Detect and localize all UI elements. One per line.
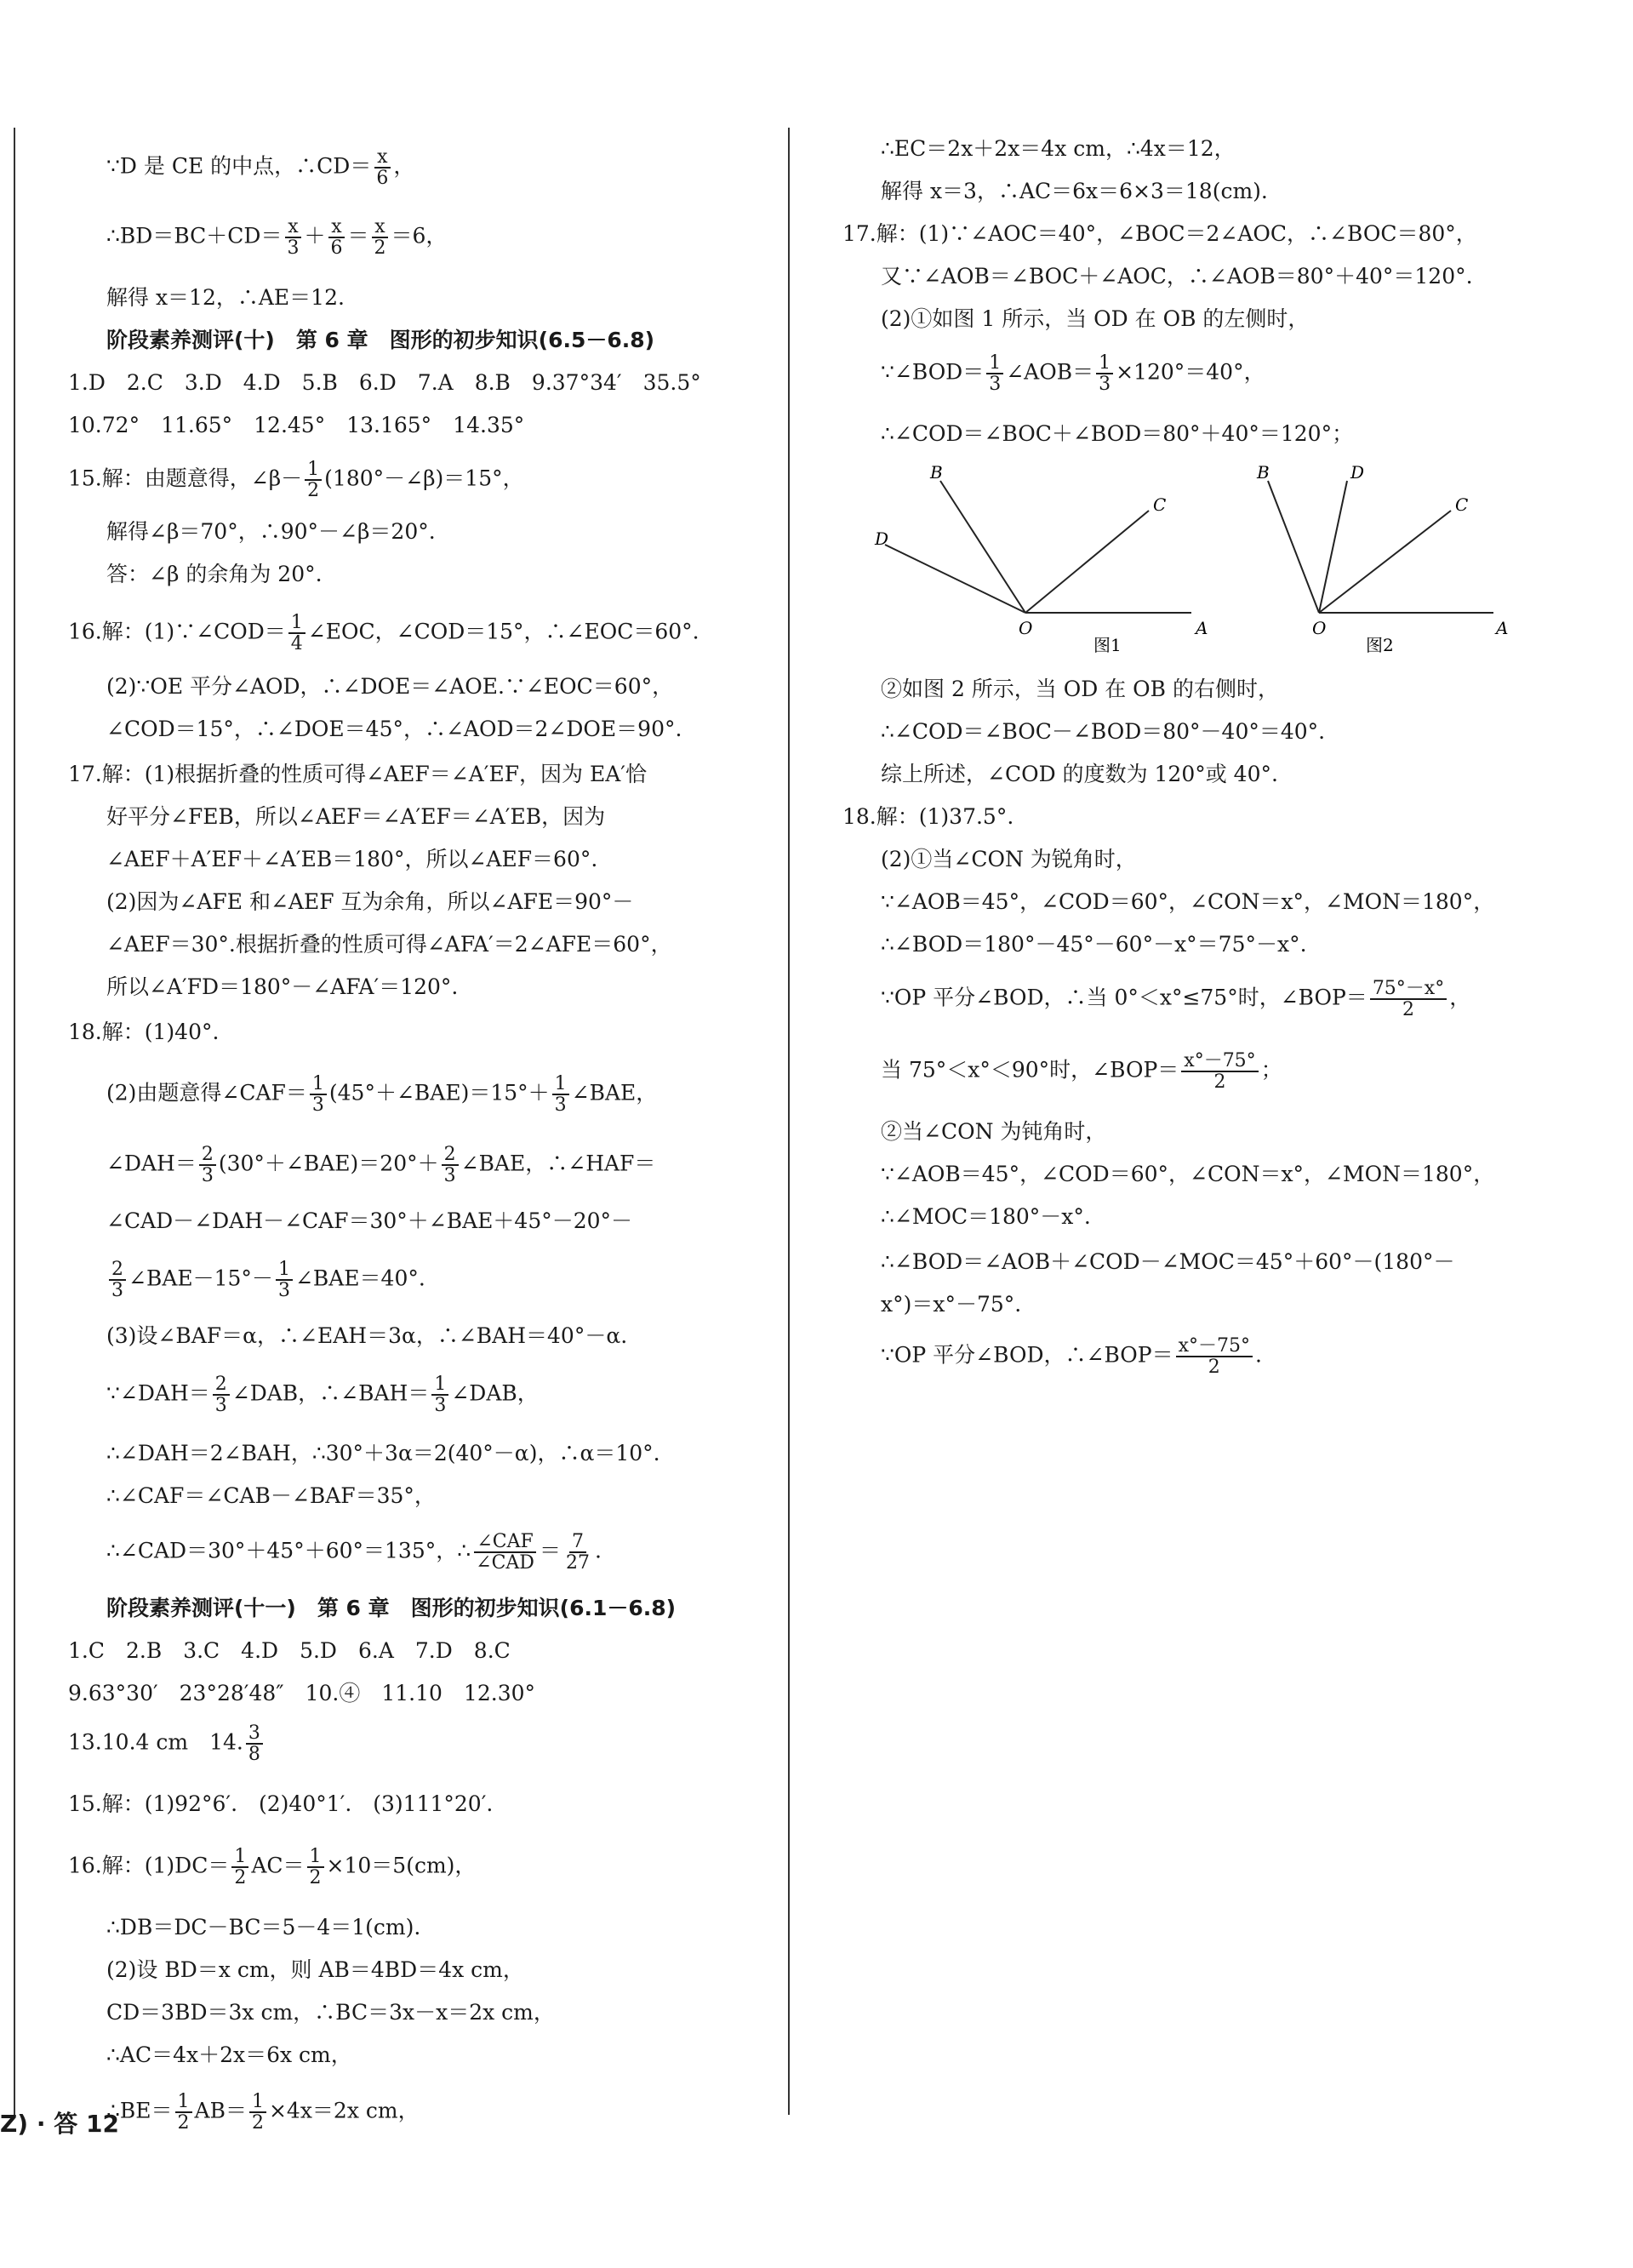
fraction: $\frac{x}{6}$ [374, 147, 391, 188]
section-heading: 阶段素养测评(十一) 第 6 章 图形的初步知识(6.1－6.8) [106, 1596, 677, 1620]
line: ∵OP 平分∠BOD，∴∠BOP＝ $\frac{x^\circ-75^\circ}{2}$ . [881, 1335, 1262, 1379]
fraction: $\frac{2}{3}$ [199, 1145, 216, 1185]
line: ∠COD＝15°，∴∠DOE＝45°，∴∠AOD＝2∠DOE＝90°. [106, 717, 682, 741]
label-c: C [1455, 494, 1469, 515]
line: ∴DB＝DC－BC＝5－4＝1(cm). [106, 1915, 421, 1940]
line: ∴∠CAF＝∠CAB－∠BAF＝35°， [106, 1483, 436, 1508]
line: ∵∠DAH＝ $\frac{2}{3}$ ∠DAB，∴∠BAH＝ $\frac{1}{3}$ ∠DAB， [106, 1374, 539, 1417]
answer-row: 1.C 2.B 3.C 4.D 5.D 6.A 7.D 8.C [68, 1638, 511, 1663]
fraction: $\frac{2}{3}$ [213, 1374, 230, 1415]
fraction: $\frac{1}{3}$ [276, 1260, 293, 1300]
line: ②如图 2 所示，当 OD 在 OB 的右侧时， [881, 677, 1279, 701]
ray-oc [1319, 511, 1451, 613]
question-15: 15.解：(1)92°6′. (2)40°1′. (3)111°20′. [68, 1791, 494, 1816]
fraction: $\frac{1}{4}$ [288, 613, 305, 654]
line: ∴∠BOD＝180°－45°－60°－x°＝75°－x°. [881, 932, 1307, 957]
line: 解得 x＝3，∴AC＝6x＝6×3＝18(cm). [881, 179, 1268, 203]
label-a: A [1196, 618, 1208, 638]
fraction: $\frac{1}{3}$ [552, 1074, 569, 1115]
question-17: 17.解：(1)根据折叠的性质可得∠AEF＝∠A′EF，因为 EA′恰 [68, 762, 647, 786]
label-o: O [1312, 618, 1327, 638]
label-b: B [1257, 464, 1270, 483]
fraction: $\frac{75^\circ-x^\circ}{2}$ [1370, 979, 1447, 1020]
fraction: $\frac{1}{2}$ [307, 1847, 324, 1888]
fraction: $\frac{7}{27}$ [565, 1531, 590, 1574]
line: $\frac{2}{3}$ ∠BAE－15°－ $\frac{1}{3}$ ∠BAE＝40°. [106, 1260, 425, 1300]
fraction: $\frac{\text{∠CAF}}{\text{∠CAD}}$ [476, 1531, 534, 1574]
line: (2)由题意得∠CAF＝ $\frac{1}{3}$ (45°＋∠BAE)＝15°＋ $\frac{1}{3}$ ∠BAE， [106, 1073, 658, 1117]
label-o: O [1019, 618, 1033, 638]
line: 综上所述，∠COD 的度数为 120°或 40°. [881, 762, 1278, 786]
fraction: $\frac{x}{2}$ [372, 217, 389, 258]
fraction: $\frac{1}{3}$ [431, 1374, 448, 1415]
ray-oc [1025, 511, 1149, 613]
ray-od [1319, 481, 1347, 613]
line: ∴∠MOC＝180°－x°. [881, 1204, 1091, 1229]
page-edge-rule [14, 128, 15, 2115]
answer-row: 9.63°30′ 23°28′48″ 10.④ 11.10 12.30° [68, 1681, 535, 1705]
fraction: $\frac{1}{2}$ [249, 2092, 266, 2133]
fraction: $\frac{1}{3}$ [986, 353, 1003, 394]
label-c: C [1153, 494, 1167, 515]
line: ∴BD＝BC＋CD＝ $\frac{x}{3}$ ＋ $\frac{x}{6}$ ＝ $\frac{x}{2}$ ＝6， [106, 216, 448, 260]
figure-caption: 图1 [1093, 635, 1122, 655]
column-divider [788, 128, 790, 2115]
line: 解得∠β＝70°，∴90°－∠β＝20°. [106, 519, 436, 544]
question-15: 15.解：由题意得，∠β－ $\frac{1}{2}$ (180°－∠β)＝15°， [68, 459, 524, 502]
question-18: 18.解：(1)40°. [68, 1020, 220, 1044]
fraction: $\frac{x}{3}$ [284, 217, 301, 258]
line: ∠DAH＝ $\frac{2}{3}$ (30°＋∠BAE)＝20°＋ $\frac{2}{3}$ ∠BAE，∴∠HAF＝ [106, 1144, 656, 1187]
line: (2)∵OE 平分∠AOD，∴∠DOE＝∠AOE.∵∠EOC＝60°， [106, 674, 674, 699]
answer-row: 1.D 2.C 3.D 4.D 5.B 6.D 7.A 8.B 9.37°34′ 35.5° [68, 370, 701, 395]
fraction: $\frac{x^\circ-75^\circ}{2}$ [1176, 1336, 1253, 1377]
label-d: D [875, 528, 889, 549]
line: ∴∠COD＝∠BOC－∠BOD＝80°－40°＝40°. [881, 719, 1326, 744]
fraction: $\frac{1}{2}$ [231, 1847, 248, 1888]
page-footer: Z) · 答 12 [0, 2110, 119, 2138]
label-d: D [1350, 464, 1365, 483]
question-16: 16.解：(1)∵∠COD＝ $\frac{1}{4}$ ∠EOC，∠COD＝15°，∴∠EOC＝60°. [68, 612, 699, 655]
line: (2)①当∠CON 为锐角时， [881, 847, 1137, 871]
fraction: $\frac{x}{6}$ [328, 217, 345, 258]
fraction: $\frac{2}{3}$ [442, 1145, 459, 1185]
figure-caption: 图2 [1366, 635, 1394, 655]
line: 又∵∠AOB＝∠BOC＋∠AOC，∴∠AOB＝80°＋40°＝120°. [881, 264, 1473, 288]
line: ∵OP 平分∠BOD，∴当 0°＜x°≤75°时，∠BOP＝ $\frac{75^\circ-x^\circ}{2}$ ， [881, 978, 1471, 1021]
fraction: $\frac{1}{3}$ [1096, 353, 1113, 394]
line: 答：∠β 的余角为 20°. [106, 562, 323, 586]
line: ∴∠CAD＝30°＋45°＋60°＝135°，∴ $\frac{\text{∠CAF}}{\text{∠CAD}}$ ＝ $\frac{7}{27}$ . [106, 1531, 602, 1574]
line: (2)①如图 1 所示，当 OD 在 OB 的左侧时， [881, 306, 1310, 331]
line: ∴BE＝ $\frac{1}{2}$ AB＝ $\frac{1}{2}$ ×4x＝2x cm， [106, 2091, 420, 2134]
ray-ob [1268, 481, 1319, 613]
line: (2)因为∠AFE 和∠AEF 互为余角，所以∠AFE＝90°－ [106, 889, 634, 914]
line: ∵D 是 CE 的中点，∴CD＝ $\frac{x}{6}$ ， [106, 146, 415, 190]
question-16: 16.解：(1)DC＝ $\frac{1}{2}$ AC＝ $\frac{1}{2}$ ×10＝5(cm)， [68, 1846, 477, 1889]
line: ∵∠AOB＝45°，∠COD＝60°，∠CON＝x°，∠MON＝180°， [881, 889, 1495, 914]
line: CD＝3BD＝3x cm，∴BC＝3x－x＝2x cm， [106, 2000, 555, 2025]
line: ∴∠DAH＝2∠BAH，∴30°＋3α＝2(40°－α)，∴α＝10°. [106, 1441, 660, 1465]
fraction: $\frac{1}{2}$ [175, 2092, 192, 2133]
fraction: $\frac{3}{8}$ [246, 1723, 263, 1764]
fraction: $\frac{1}{2}$ [305, 460, 322, 500]
line: 当 75°＜x°＜90°时，∠BOP＝ $\frac{x^\circ-75^\circ}{2}$ ； [881, 1050, 1282, 1094]
label-b: B [930, 464, 943, 483]
fraction: $\frac{x^\circ-75^\circ}{2}$ [1181, 1051, 1258, 1092]
line: 好平分∠FEB，所以∠AEF＝∠A′EF＝∠A′EB，因为 [106, 804, 606, 829]
line: ∴∠COD＝∠BOC＋∠BOD＝80°＋40°＝120°； [881, 421, 1354, 446]
line: x°)＝x°－75°. [881, 1292, 1022, 1317]
figure-2 [1238, 464, 1519, 664]
line: 所以∠A′FD＝180°－∠AFA′＝120°. [106, 974, 459, 999]
line: ∠AEF＝30°.根据折叠的性质可得∠AFA′＝2∠AFE＝60°， [106, 932, 672, 957]
line: ②当∠CON 为钝角时， [881, 1119, 1107, 1144]
line: ∴∠BOD＝∠AOB＋∠COD－∠MOC＝45°＋60°－(180°－ [881, 1249, 1455, 1274]
fraction: $\frac{1}{3}$ [310, 1074, 327, 1115]
section-heading: 阶段素养测评(十) 第 6 章 图形的初步知识(6.5－6.8) [106, 328, 655, 352]
answer-row: 10.72° 11.65° 12.45° 13.165° 14.35° [68, 413, 525, 437]
line: ∵∠AOB＝45°，∠COD＝60°，∠CON＝x°，∠MON＝180°， [881, 1162, 1495, 1186]
figure-1 [872, 464, 1213, 664]
fraction: $\frac{2}{3}$ [109, 1260, 126, 1300]
answer-row: 13.10.4 cm 14. $\frac{3}{8}$ [68, 1723, 266, 1764]
line: ∠AEF＋A′EF＋∠A′EB＝180°，所以∠AEF＝60°. [106, 847, 598, 871]
label-a: A [1496, 618, 1509, 638]
question-17: 17.解：(1)∵∠AOC＝40°，∠BOC＝2∠AOC，∴∠BOC＝80°， [842, 221, 1477, 246]
line: (2)设 BD＝x cm，则 AB＝4BD＝4x cm， [106, 1957, 524, 1982]
line: ∴EC＝2x＋2x＝4x cm，∴4x＝12， [881, 136, 1236, 161]
line: 解得 x＝12，∴AE＝12. [106, 285, 345, 310]
question-18: 18.解：(1)37.5°. [842, 804, 1014, 829]
line: ∴AC＝4x＋2x＝6x cm， [106, 2042, 352, 2067]
line: ∠CAD－∠DAH－∠CAF＝30°＋∠BAE＋45°－20°－ [106, 1208, 633, 1233]
line: (3)设∠BAF＝α，∴∠EAH＝3α，∴∠BAH＝40°－α. [106, 1323, 628, 1348]
line: ∵∠BOD＝ $\frac{1}{3}$ ∠AOB＝ $\frac{1}{3}$ ×120°＝40°， [881, 352, 1265, 396]
